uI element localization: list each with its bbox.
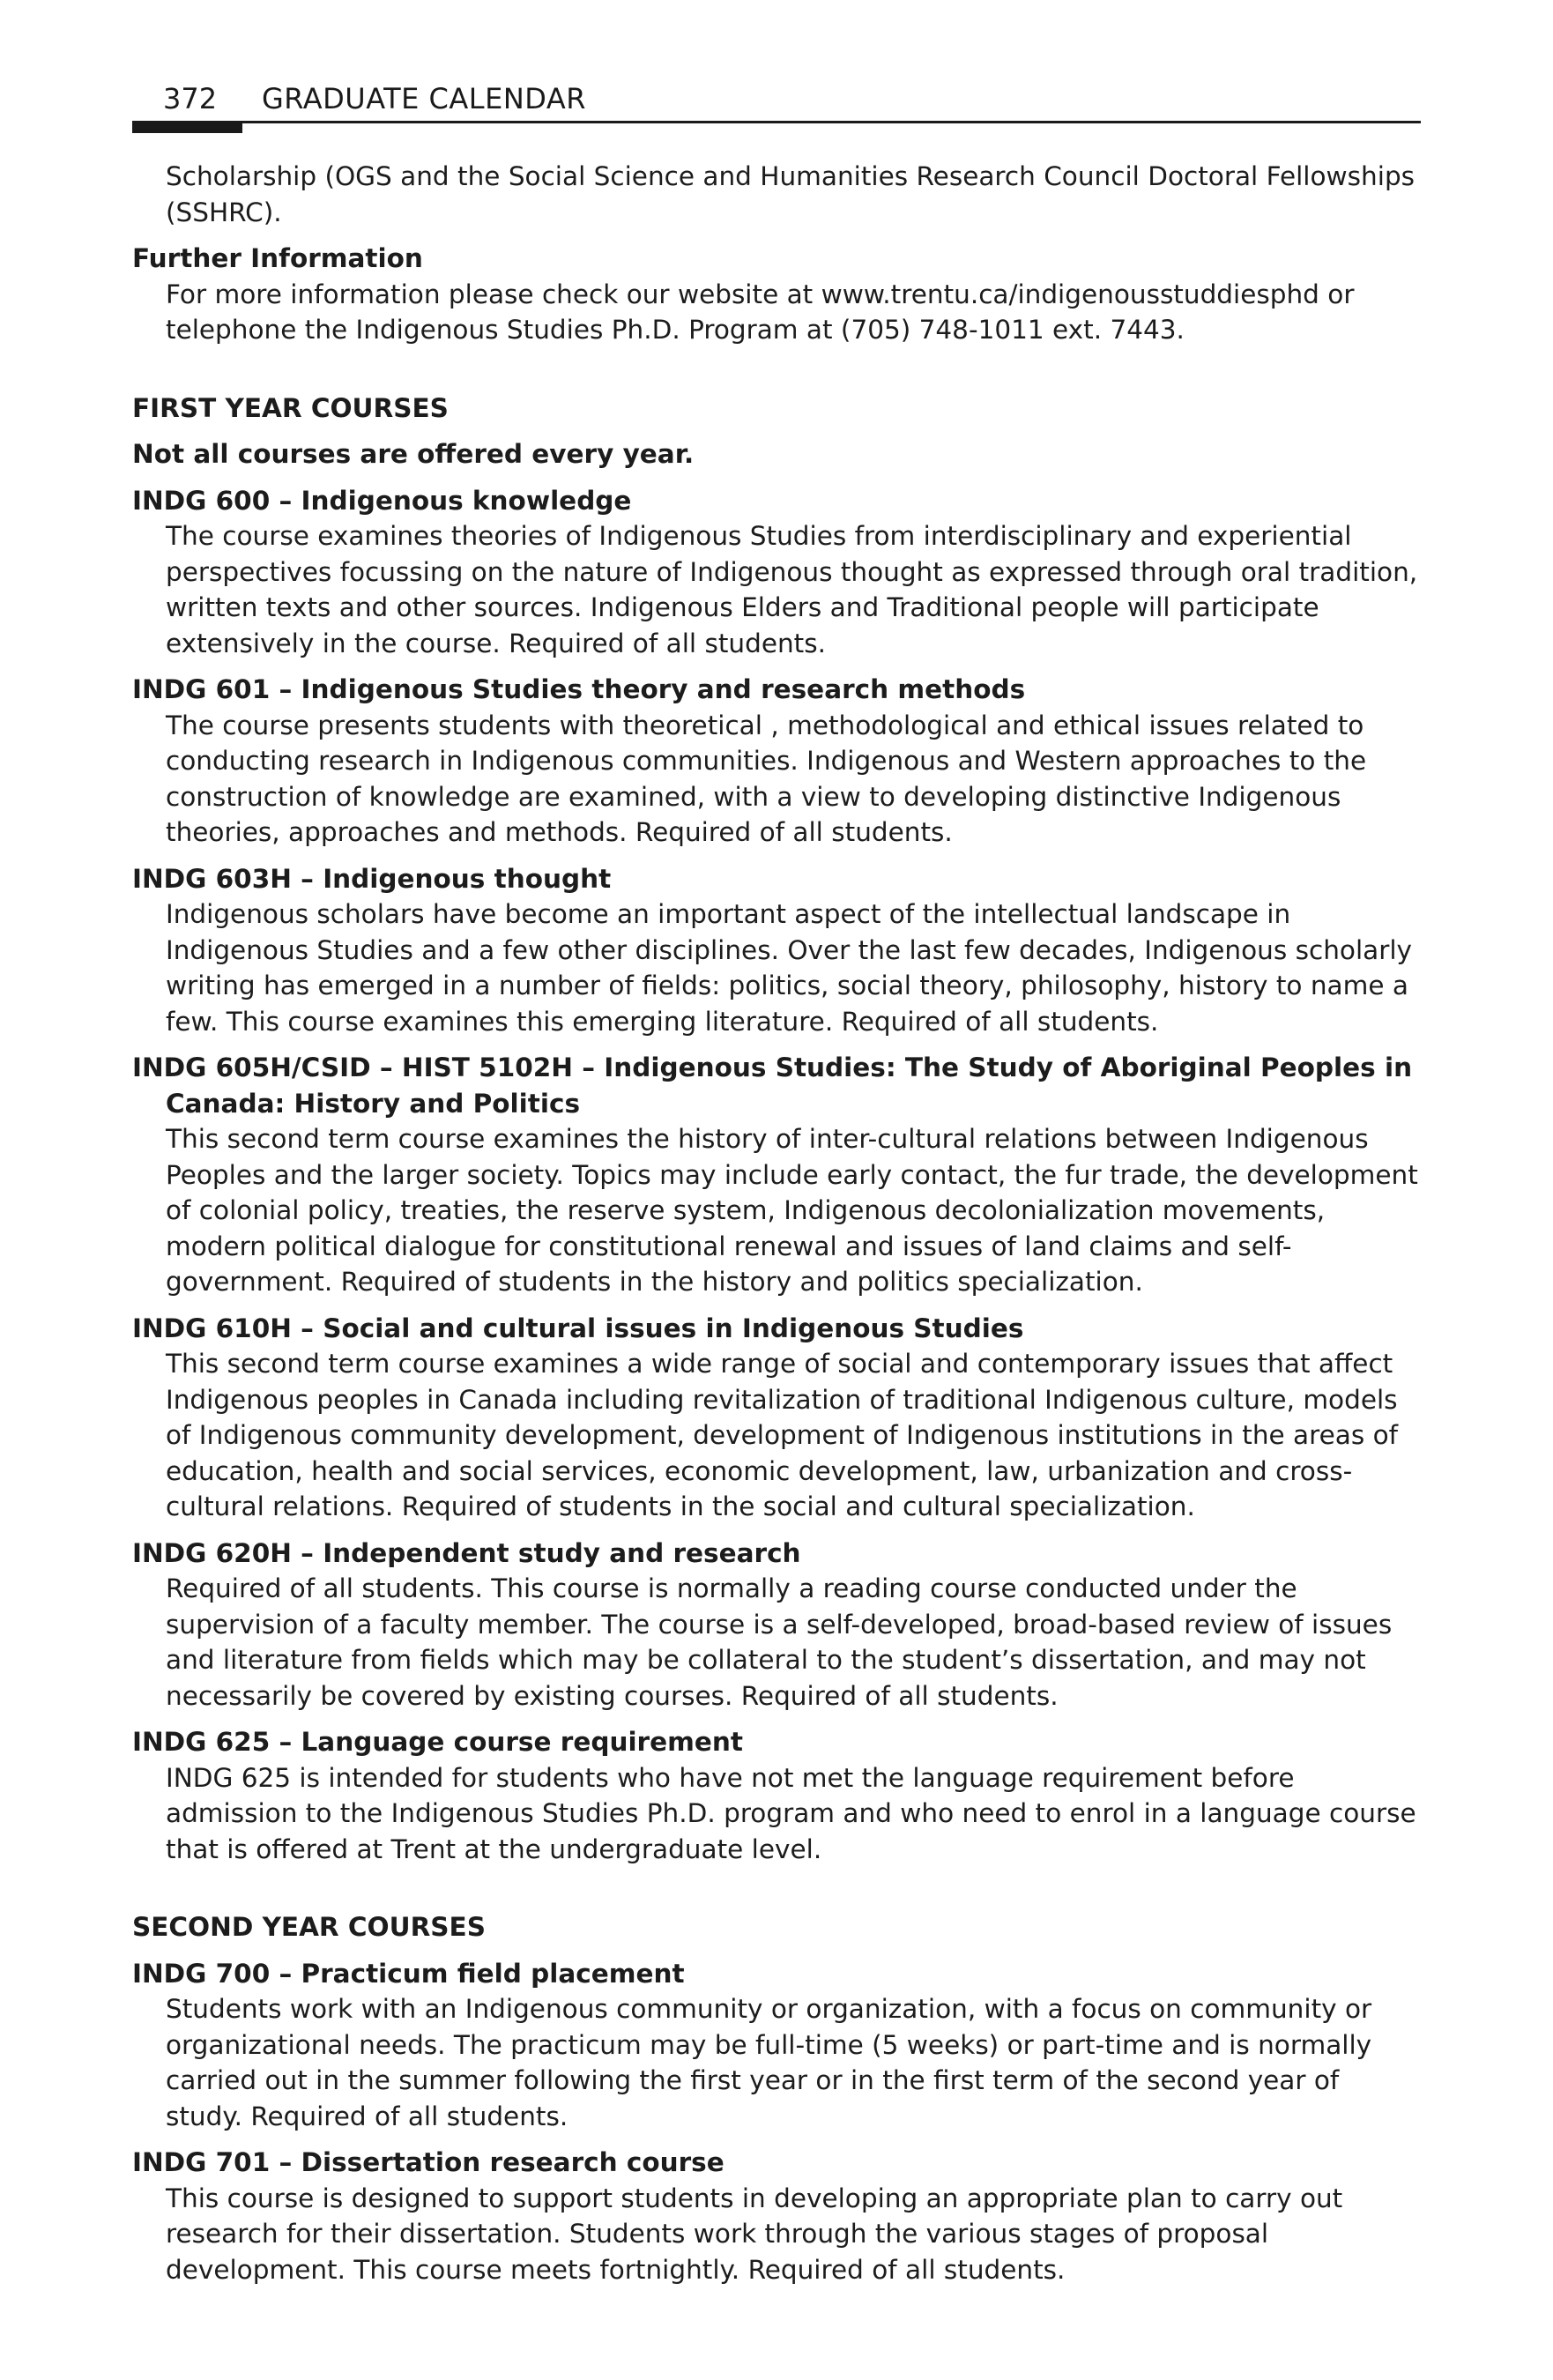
course-description: The course presents students with theoretical , methodological and ethical issues related to conducting research in Indigenous communities. Indigenous and Western approaches to the construction of knowledge are examined, with a view to developing distinctive Indigenous theories, approaches and methods. Required of all students. — [166, 710, 1367, 847]
course-description: Students work with an Indigenous community or organization, with a focus on community or organizational needs. The practicum may be full-time (5 weeks) or part-time and is normally carried out in the summer following the first year or in the first term of the second year of study. Required of all students. — [166, 1994, 1372, 2131]
page-number: 372 — [163, 82, 218, 115]
further-info-heading: Further Information — [132, 243, 423, 273]
course-title: INDG 603H – Indigenous thought — [132, 863, 612, 894]
course-title: INDG 600 – Indigenous knowledge — [132, 485, 632, 516]
course-title: INDG 620H – Independent study and research — [132, 1537, 801, 1568]
further-info-text: For more information please check our website at www.trentu.ca/indigenousstuddiesphd or telephone the Indigenous Studies Ph.D. Program at (705) 748-1011 ext. 7443. — [166, 279, 1355, 345]
page-header — [132, 81, 1421, 116]
course-description: This second term course examines a wide range of social and contemporary issues that affect Indigenous peoples in Canada including revitalization of traditional Indigenous culture, models of Indigenous community development, development of Indigenous institutions in the areas of education, health and social services, economic development, law, urbanization and cross-cultural relations. Required of students in the social and cultural specialization. — [166, 1349, 1399, 1521]
page-content — [132, 159, 1421, 2287]
course-entry — [132, 1311, 1421, 1525]
course-entry — [132, 1050, 1421, 1300]
running-title: GRADUATE CALENDAR — [262, 82, 586, 115]
course-entry — [132, 672, 1421, 851]
course-entry — [132, 483, 1421, 662]
course-description: INDG 625 is intended for students who have not met the language requirement before admission to the Indigenous Studies Ph.D. program and who need to enrol in a language course that is offered at Trent at the undergraduate level. — [166, 1762, 1416, 1864]
course-title: INDG 605H/CSID – HIST 5102H – Indigenous Studies: The Study of Aboriginal Peoples in Canada: History and Politics — [132, 1052, 1413, 1119]
course-entry — [132, 1536, 1421, 1714]
first-year-heading: FIRST YEAR COURSES — [132, 392, 449, 423]
course-entry — [132, 2145, 1421, 2287]
intro-continuation: Scholarship (OGS and the Social Science and Humanities Research Council Doctoral Fellowships (SSHRC). — [166, 161, 1416, 227]
course-description: This second term course examines the history of inter-cultural relations between Indigenous Peoples and the larger society. Topics may include early contact, the fur trade, the development of colonial policy, treaties, the reserve system, Indigenous decolonialization movements, modern political dialogue for constitutional renewal and issues of land claims and self-government. Required of students in the history and politics specialization. — [166, 1124, 1418, 1297]
course-title: INDG 700 – Practicum field placement — [132, 1958, 685, 1989]
course-entry — [132, 1724, 1421, 1867]
header-tab-bar — [132, 121, 242, 133]
second-year-heading: SECOND YEAR COURSES — [132, 1912, 486, 1942]
course-description: This course is designed to support students in developing an appropriate plan to carry out research for their dissertation. Students work through the various stages of proposal development. This course meets fortnightly. Required of all students. — [166, 2183, 1343, 2285]
course-entry — [132, 861, 1421, 1040]
course-entry — [132, 1956, 1421, 2135]
header-rule — [132, 121, 1421, 123]
course-description: Indigenous scholars have become an important aspect of the intellectual landscape in Indigenous Studies and a few other disciplines. Over the last few decades, Indigenous scholarly writing has emerged in a number of fields: politics, social theory, philosophy, history to name a few. This course examines this emerging literature. Required of all students. — [166, 899, 1413, 1037]
course-description: The course examines theories of Indigenous Studies from interdisciplinary and experiential perspectives focussing on the nature of Indigenous thought as expressed through oral tradition, written texts and other sources. Indigenous Elders and Traditional people will participate extensively in the course. Required of all students. — [166, 521, 1418, 658]
first-year-note: Not all courses are offered every year. — [132, 439, 695, 469]
course-title: INDG 601 – Indigenous Studies theory and research methods — [132, 674, 1026, 704]
course-title: INDG 625 – Language course requirement — [132, 1727, 743, 1757]
course-title: INDG 701 – Dissertation research course — [132, 2147, 724, 2177]
course-description: Required of all students. This course is normally a reading course conducted under the supervision of a faculty member. The course is a self-developed, broad-based review of issues and literature from fields which may be collateral to the student’s dissertation, and may not necessarily be covered by existing courses. Required of all students. — [166, 1573, 1393, 1711]
course-title: INDG 610H – Social and cultural issues in Indigenous Studies — [132, 1313, 1024, 1343]
